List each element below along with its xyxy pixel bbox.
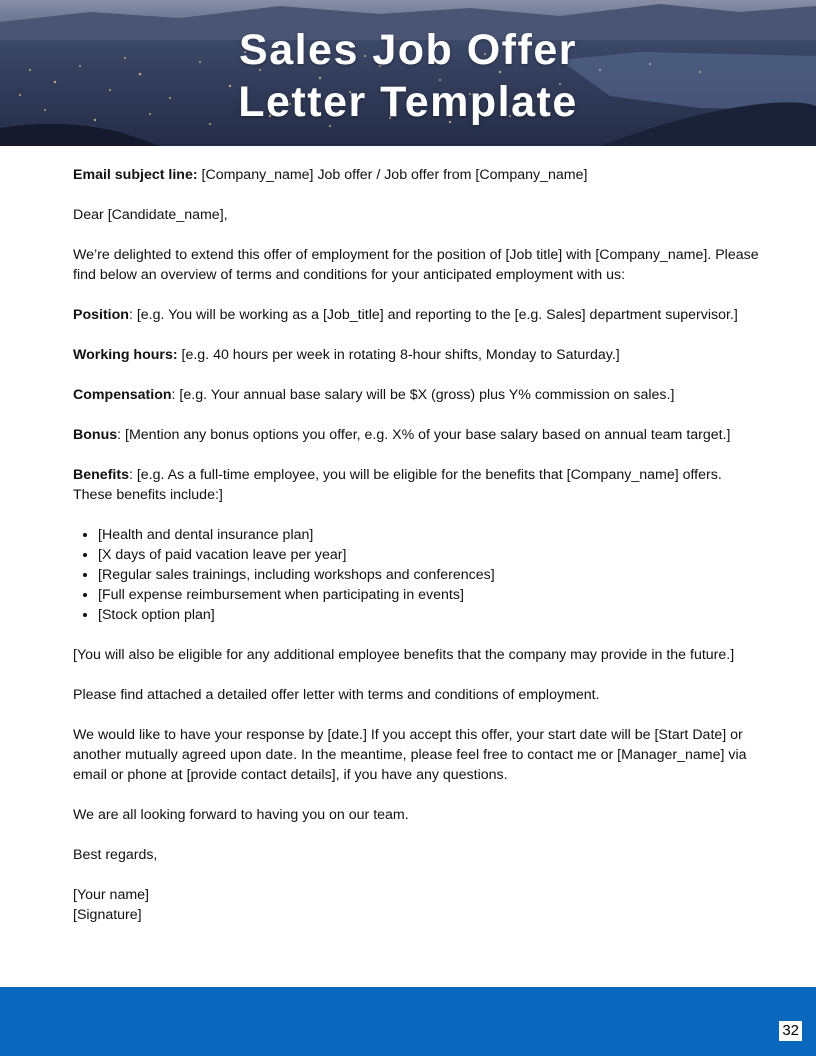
additional-benefits-paragraph: [You will also be eligible for any additional employee benefits that the company may provide in the future.] xyxy=(73,647,735,663)
list-item: • [Full expense reimbursement when participating in events] xyxy=(98,585,759,605)
closing-sentence: We are all looking forward to having you on our team. xyxy=(73,807,409,823)
working-hours-text: [e.g. 40 hours per week in rotating 8-hour shifts, Monday to Saturday.] xyxy=(177,347,620,363)
working-hours-paragraph xyxy=(73,345,759,365)
list-item: • [X days of paid vacation leave per year] xyxy=(98,545,759,565)
list-item: • [Health and dental insurance plan] xyxy=(98,525,759,545)
bonus-paragraph xyxy=(73,425,759,445)
benefits-text: : [e.g. As a full-time employee, you will be eligible for the benefits that [Company_name] offers. These benefits include:] xyxy=(73,467,722,503)
response-request-paragraph: We would like to have your response by [date.] If you accept this offer, your start date will be [Start Date] or another mutually agreed upon date. In the meantime, please feel free to contact me or [Manager_name] via email or phone at [provide contact details], if you have any questions. xyxy=(73,727,747,783)
subject-label: Email subject line: xyxy=(73,167,198,183)
letter-body xyxy=(73,165,759,945)
attachment-note: Please find attached a detailed offer letter with terms and conditions of employment. xyxy=(73,687,600,703)
benefits-list xyxy=(73,525,759,625)
subject-text: [Company_name] Job offer / Job offer from [Company_name] xyxy=(197,167,588,183)
page-number: 32 xyxy=(779,1021,802,1041)
bonus-label: Bonus xyxy=(73,427,118,443)
your-name: [Your name] xyxy=(73,887,149,903)
page-title xyxy=(0,24,816,128)
subject-line xyxy=(73,165,759,185)
signature-block xyxy=(73,885,759,925)
position-text: : [e.g. You will be working as a [Job_title] and reporting to the [e.g. Sales] department supervisor.] xyxy=(128,307,738,323)
position-paragraph xyxy=(73,305,759,325)
benefits-paragraph xyxy=(73,465,759,505)
compensation-label: Compensation xyxy=(73,387,172,403)
bonus-text: : [Mention any bonus options you offer, e.g. X% of your base salary based on annual team target.] xyxy=(117,427,731,443)
working-hours-label: Working hours: xyxy=(73,347,178,363)
compensation-paragraph xyxy=(73,385,759,405)
list-item: • [Stock option plan] xyxy=(98,605,759,625)
intro-paragraph: We’re delighted to extend this offer of employment for the position of [Job title] with [Company_name]. Please find below an overview of terms and conditions for your anticipated employment with us: xyxy=(73,247,759,283)
signature-placeholder: [Signature] xyxy=(73,907,142,923)
footer-bar xyxy=(0,987,816,1056)
title-line-1: Sales Job Offer xyxy=(239,26,577,74)
title-line-2: Letter Template xyxy=(238,78,578,126)
position-label: Position xyxy=(73,307,129,323)
header-banner xyxy=(0,0,816,146)
list-item: • [Regular sales trainings, including workshops and conferences] xyxy=(98,565,759,585)
greeting: Dear [Candidate_name], xyxy=(73,207,228,223)
sign-off: Best regards, xyxy=(73,847,158,863)
compensation-text: : [e.g. Your annual base salary will be $X (gross) plus Y% commission on sales.] xyxy=(171,387,675,403)
benefits-label: Benefits xyxy=(73,467,129,483)
